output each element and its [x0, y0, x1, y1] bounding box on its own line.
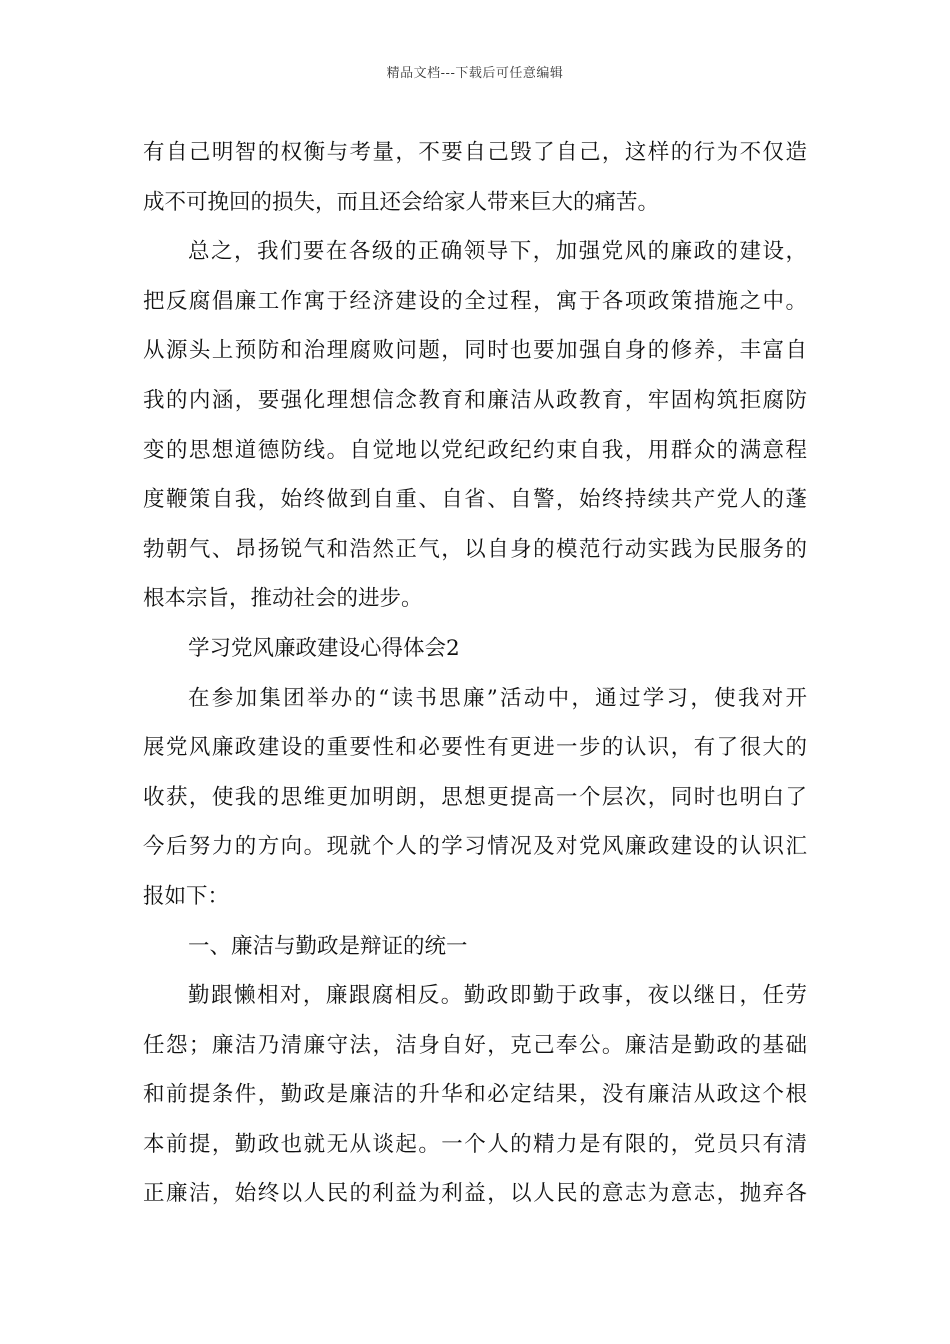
document-body [143, 128, 807, 1219]
text-line: 在参加集团举办的“读书思廉”活动中，通过学习，使我对开 [188, 685, 807, 711]
text-line: 收获，使我的思维更加明朗，思想更提高一个层次，同时也明白了 [143, 784, 807, 810]
text-line: 勃朝气、昂扬锐气和浩然正气，以自身的模范行动实践为民服务的 [143, 536, 807, 562]
text-line: 根本宗旨，推动社会的进步。 [143, 586, 423, 612]
text-line: 我的内涵，要强化理想信念教育和廉洁从政教育，牢固构筑拒腐防 [143, 387, 807, 413]
text-line: 本前提，勤政也就无从谈起。一个人的精力是有限的，党员只有清 [143, 1131, 807, 1157]
text-line: 和前提条件，勤政是廉洁的升华和必定结果，没有廉洁从政这个根 [143, 1082, 807, 1108]
text-line: 任怨；廉洁乃清廉守法，洁身自好，克己奉公。廉洁是勤政的基础 [143, 1032, 807, 1058]
text-line: 有自己明智的权衡与考量，不要自己毁了自己，这样的行为不仅造 [143, 140, 807, 165]
text-line: 勤跟懒相对，廉跟腐相反。勤政即勤于政事，夜以继日，任劳 [188, 983, 807, 1009]
text-line: 总之，我们要在各级的正确领导下，加强党风的廉政的建设， [188, 239, 807, 265]
text-line: 展党风廉政建设的重要性和必要性有更进一步的认识，有了很大的 [143, 735, 807, 761]
text-line: 变的思想道德防线。自觉地以党纪政纪约束自我，用群众的满意程 [143, 437, 807, 463]
page-header: 精品文档---下载后可任意编辑 [386, 66, 564, 81]
text-line: 学习党风廉政建设心得体会2 [188, 635, 460, 661]
text-line: 报如下： [143, 883, 230, 909]
text-line: 把反腐倡廉工作寓于经济建设的全过程，寓于各项政策措施之中。 [143, 288, 807, 314]
text-line: 度鞭策自我，始终做到自重、自省、自警，始终持续共产党人的蓬 [143, 487, 807, 513]
text-line: 一、廉洁与勤政是辩证的统一 [188, 933, 468, 959]
text-line: 从源头上预防和治理腐败问题，同时也要加强自身的修养，丰富自 [143, 338, 807, 364]
text-line: 今后努力的方向。现就个人的学习情况及对党风廉政建设的认识汇 [143, 834, 807, 860]
text-line: 成不可挽回的损失，而且还会给家人带来巨大的痛苦。 [143, 189, 660, 215]
text-line: 正廉洁，始终以人民的利益为利益，以人民的意志为意志，抛弃各 [143, 1181, 807, 1207]
